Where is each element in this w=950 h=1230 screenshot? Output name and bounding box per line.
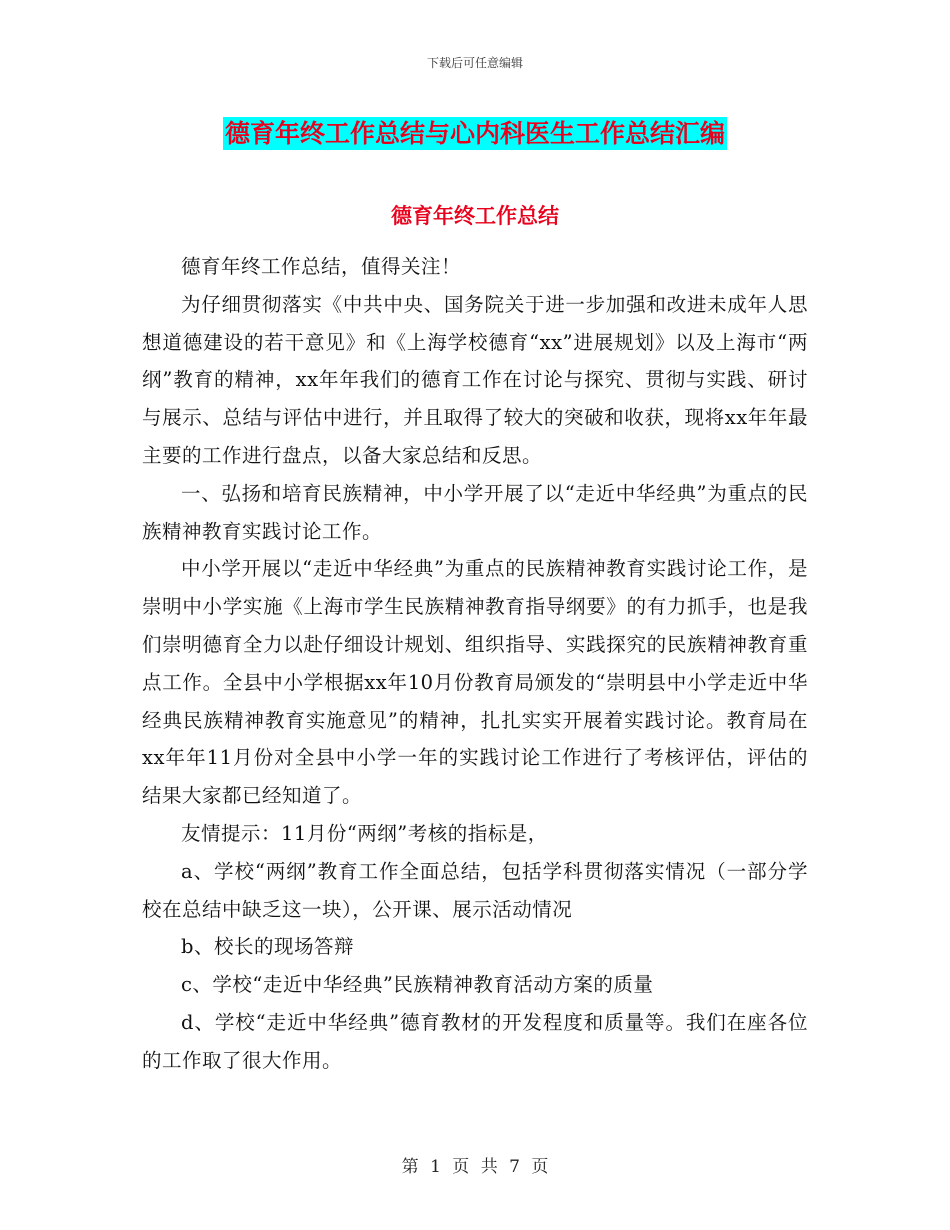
document-title [0, 112, 950, 152]
paragraph-overview: 为仔细贯彻落实《中共中央、国务院关于进一步加强和改进未成年人思想道德建设的若干意见》和《上海学校德育“xx”进展规划》以及上海市“两纲”教育的精神，xx年年我们的德育工作在讨论与探究、贯彻与实践、研讨与展示、总结与评估中进行，并且取得了较大的突破和收获，现将xx年年最主要的工作进行盘点，以备大家总结和反思。 [142, 292, 808, 467]
paragraph-reminder: 友情提示：11月份“两纲”考核的指标是， [181, 821, 548, 845]
page-header-note: 下载后可任意编辑 [426, 56, 523, 70]
paragraph-heading-one: 一、弘扬和培育民族精神，中小学开展了以“走近中华经典”为重点的民族精神教育实践讨论工作。 [142, 481, 808, 543]
page-number-footer: 第 1 页 共 7 页 [401, 1157, 549, 1177]
paragraph-item-a: a、学校“两纲”教育工作全面总结，包括学科贯彻落实情况（一部分学校在总结中缺乏这一块），公开课、展示活动情况 [142, 859, 808, 921]
paragraph-item-d: d、学校“走近中华经典”德育教材的开发程度和质量等。我们在座各位的工作取了很大作用。 [142, 1010, 808, 1072]
paragraph-item-c: c、学校“走近中华经典”民族精神教育活动方案的质量 [181, 973, 654, 997]
paragraph-intro: 德育年终工作总结，值得关注！ [181, 255, 462, 278]
section-title: 德育年终工作总结 [391, 204, 559, 228]
document-title-text: 德育年终工作总结与心内科医生工作总结汇编 [224, 119, 725, 148]
paragraph-item-b: b、校长的现场答辩 [181, 935, 354, 959]
paragraph-classics-work: 中小学开展以“走近中华经典”为重点的民族精神教育实践讨论工作，是崇明中小学实施《上海市学生民族精神教育指导纲要》的有力抓手，也是我们崇明德育全力以赴仔细设计规划、组织指导、实践探究的民族精神教育重点工作。全县中小学根据xx年10月份教育局颁发的“崇明县中小学走近中华经典民族精神教育实施意见”的精神，扎扎实实开展着实践讨论。教育局在xx年年11月份对全县中小学一年的实践讨论工作进行了考核评估，评估的结果大家都已经知道了。 [142, 557, 808, 808]
document-body [142, 248, 808, 1080]
